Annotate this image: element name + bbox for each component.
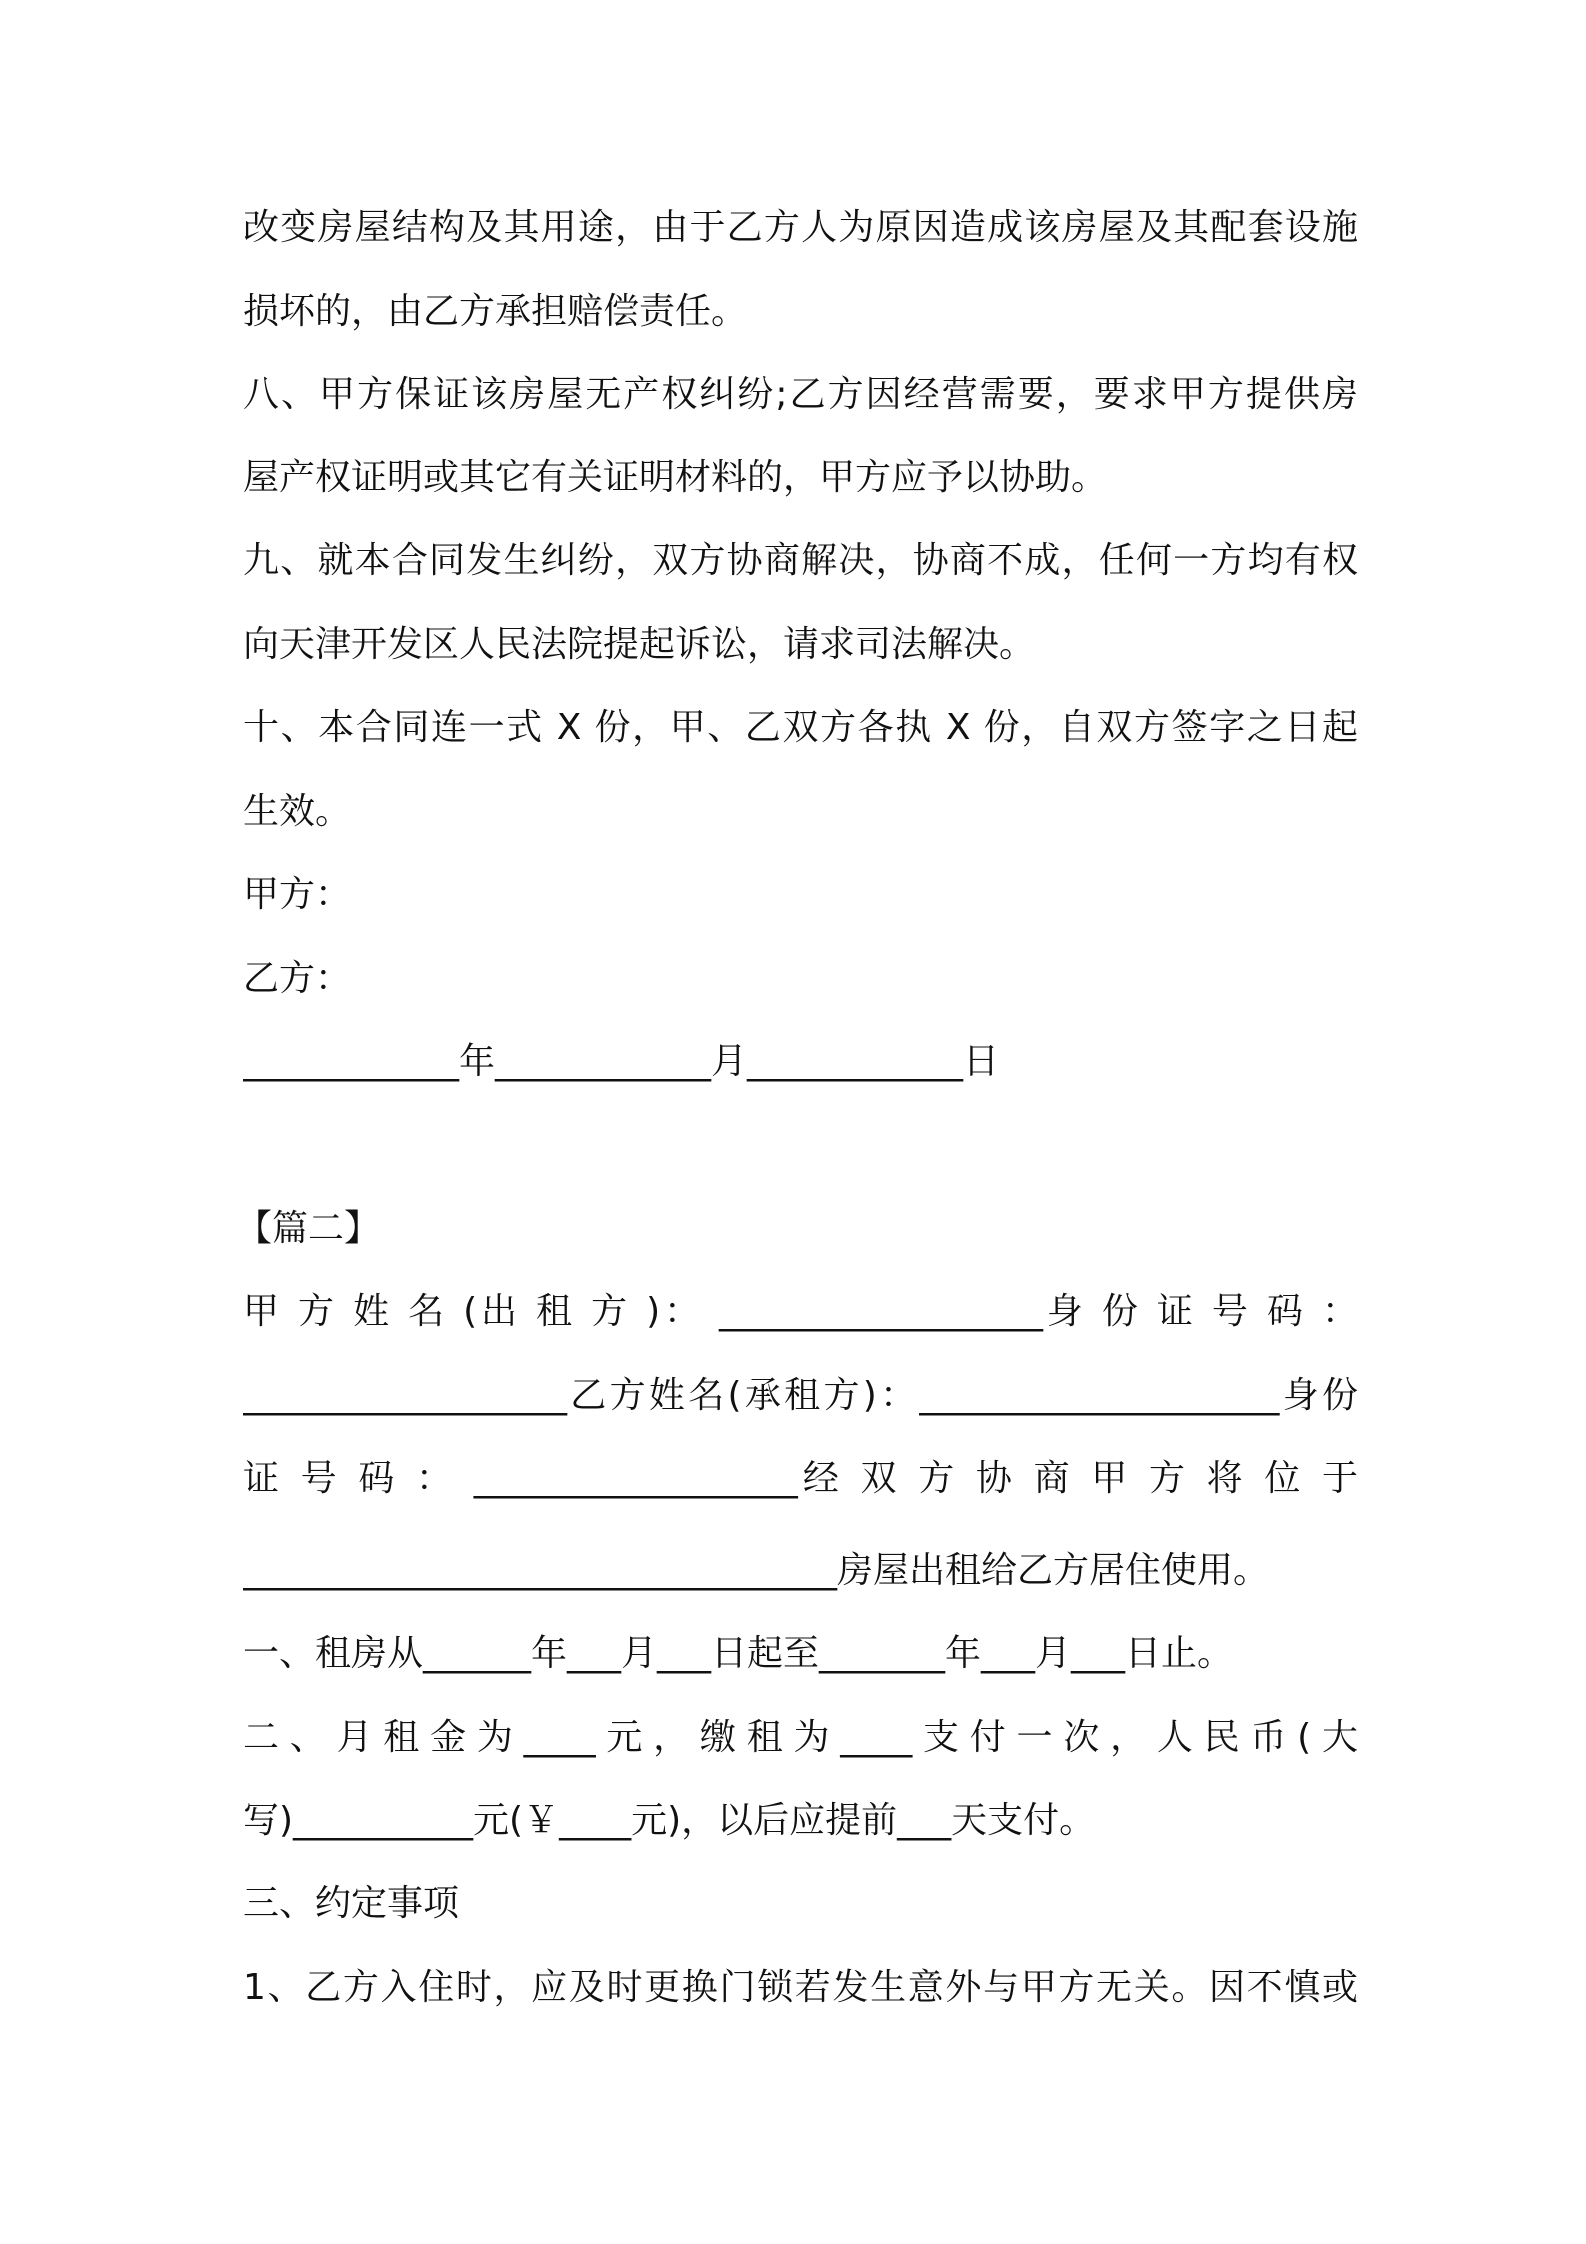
text-line: 九、就本合同发生纠纷，双方协商解决，协商不成，任何一方均有权 [243,540,1358,581]
text-line: 屋产权证明或其它有关证明材料的，甲方应予以协助。 [243,457,1108,498]
text-line: 二、月租金为____元，缴租为____支付一次，人民币(大 [243,1717,1358,1758]
text-line: __________________乙方姓名(承租方)：____________________身份 [243,1375,1358,1416]
text-line: 证 号 码 ： __________________经 双 方 协 商 甲 方 将 位 于 [243,1458,1358,1499]
text-line: _________________________________房屋出租给乙方居住使用。 [243,1550,1270,1591]
signature-date-line: ____________年____________月____________日 [243,1041,999,1082]
signature-label-party-b: 乙方： [243,958,352,999]
text-line: 1、乙方入住时，应及时更换门锁若发生意外与甲方无关。因不慎或 [243,1967,1358,2008]
signature-label-party-a: 甲方： [243,874,352,915]
text-line: 写)__________元(￥____元)，以后应提前___天支付。 [243,1800,1096,1841]
text-line: 向天津开发区人民法院提起诉讼，请求司法解决。 [243,624,1036,665]
text-line: 八、甲方保证该房屋无产权纠纷;乙方因经营需要，要求甲方提供房 [243,374,1358,415]
text-line: 三、约定事项 [243,1883,460,1924]
text-line: 损坏的，由乙方承担赔偿责任。 [243,291,748,332]
section-heading: 【篇二】 [236,1208,381,1249]
text-line: 甲 方 姓 名 (出 租 方 )： __________________身 份 证 号 码 ： [243,1291,1358,1332]
text-line: 十、本合同连一式 X 份，甲、乙双方各执 X 份，自双方签字之日起 [243,707,1358,748]
text-line: 生效。 [243,791,352,832]
text-line: 改变房屋结构及其用途，由于乙方人为原因造成该房屋及其配套设施 [243,207,1358,248]
text-line: 一、租房从______年___月___日起至_______年___月___日止。 [243,1633,1234,1674]
